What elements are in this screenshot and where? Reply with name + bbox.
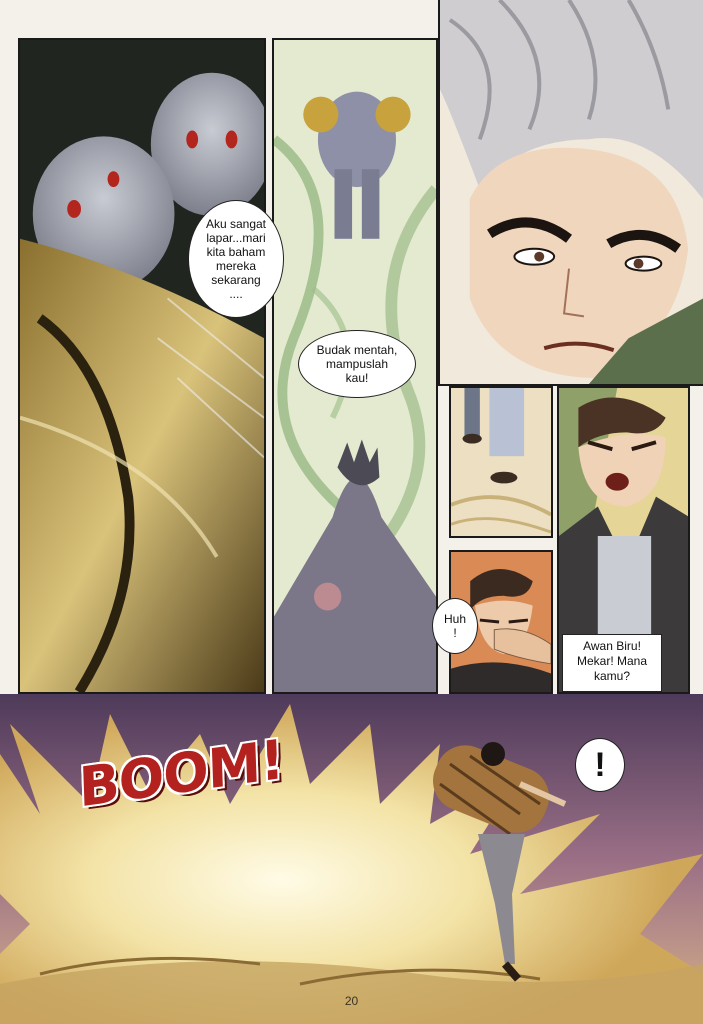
villain-face-art bbox=[440, 0, 703, 384]
walking-feet-panel bbox=[449, 386, 553, 538]
feet-art bbox=[451, 388, 551, 536]
alien-monsters-panel bbox=[18, 38, 266, 694]
page-number: 20 bbox=[344, 994, 359, 1008]
boy-speech-bubble: Huh ! bbox=[432, 598, 478, 654]
white-haired-villain-panel bbox=[438, 0, 703, 386]
hero-shout-caption: Awan Biru! Mekar! Mana kamu? bbox=[562, 634, 662, 692]
exclamation-bubble: ! bbox=[575, 738, 625, 792]
monster-speech-bubble: Aku sangat lapar...mari kita baham mereka sekarang .... bbox=[188, 200, 284, 318]
alien-monsters-art bbox=[20, 40, 264, 692]
boom-sound-effect: BOOM! bbox=[77, 727, 285, 820]
warrior-speech-bubble: Budak mentah, mampuslah kau! bbox=[298, 330, 416, 398]
